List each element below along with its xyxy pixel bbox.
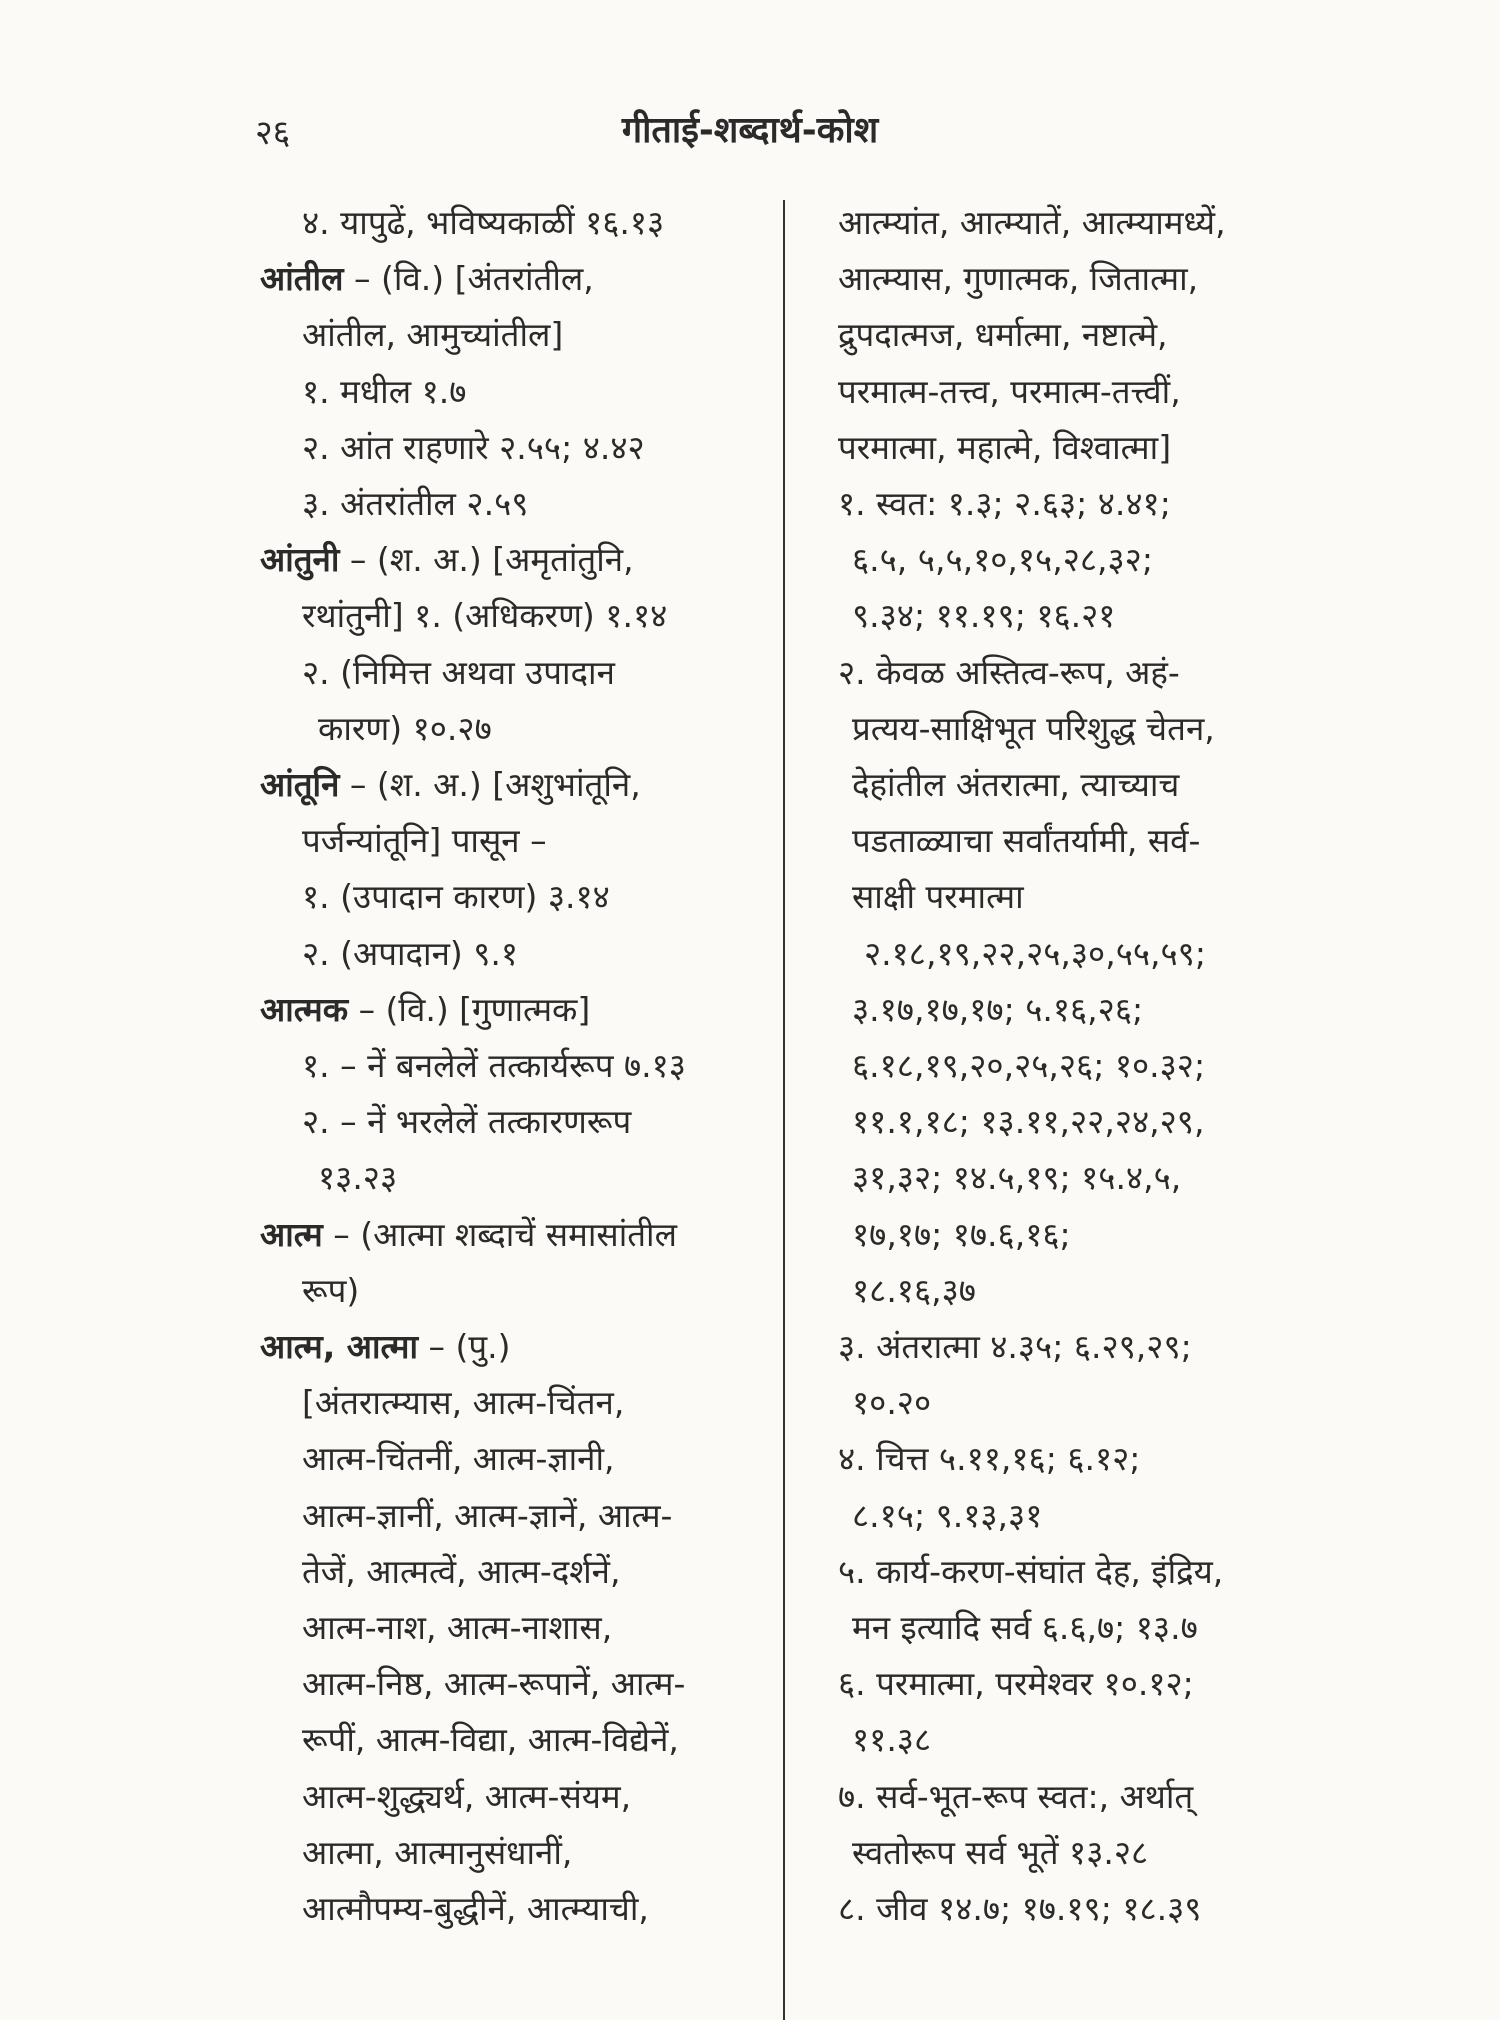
line-text: [अंतरात्म्यास, आत्म-चिंतन, [302, 1383, 625, 1423]
line-text: द्रुपदात्मज, धर्मात्मा, नष्टात्मे, [838, 315, 1168, 355]
line-text: आत्म-निष्ठ, आत्म-रूपानें, आत्म- [302, 1664, 686, 1704]
line-text: ७. सर्व-भूत-रूप स्वत:, अर्थात् [838, 1776, 1194, 1816]
text-line [838, 813, 1298, 869]
headword: आत्म [260, 1214, 323, 1254]
line-text: आत्मौपम्य-बुद्धीनें, आत्म्याची, [302, 1889, 649, 1929]
text-line [838, 1656, 1298, 1712]
text-line [838, 1712, 1298, 1768]
line-text: – (श. अ.) [अशुभांतूनि, [339, 765, 641, 805]
line-text: ८.१५; ९.१३,३१ [852, 1495, 1043, 1535]
entry-line [260, 251, 770, 307]
text-line [260, 645, 770, 701]
right-column [838, 195, 1298, 1937]
text-line [260, 476, 770, 532]
text-line [260, 1712, 770, 1768]
line-text: साक्षी परमात्मा [852, 877, 1024, 917]
line-text: कारण) १०.२७ [318, 708, 492, 748]
line-text: आंतील, आमुच्यांतील] [302, 315, 564, 355]
text-line [838, 251, 1298, 307]
line-text: पर्जन्यांतूनि] पासून – [302, 821, 547, 861]
line-text: २.१८,१९,२२,२५,३०,५५,५९; [864, 933, 1206, 973]
text-line [838, 1263, 1298, 1319]
text-line [838, 476, 1298, 532]
line-text: ३१,३२; १४.५,१९; १५.४,५, [852, 1158, 1182, 1198]
line-text: आत्मा, आत्मानुसंधानीं, [302, 1832, 573, 1872]
line-text: १३.२३ [318, 1158, 398, 1198]
line-text: २. आंत राहणारे २.५५; ४.४२ [302, 427, 645, 467]
line-text: १०.२० [852, 1383, 932, 1423]
text-line [260, 926, 770, 982]
line-text: २. केवळ अस्तित्व-रूप, अहं- [838, 652, 1180, 692]
text-line [838, 195, 1298, 251]
line-text: – (वि.) [अंतरांतील, [343, 259, 594, 299]
text-line [838, 926, 1298, 982]
line-text: १. (उपादान कारण) ३.१४ [302, 877, 610, 917]
text-line [260, 813, 770, 869]
line-text: आत्म-शुद्ध्यर्थ, आत्म-संयम, [302, 1776, 632, 1816]
text-line [260, 1769, 770, 1825]
line-text: देहांतील अंतरात्मा, त्याच्याच [852, 765, 1180, 805]
text-line [838, 1600, 1298, 1656]
line-text: स्वतोरूप सर्व भूतें १३.२८ [852, 1832, 1149, 1872]
text-line [838, 307, 1298, 363]
column-divider [783, 200, 785, 2020]
text-line [260, 1825, 770, 1881]
line-text: आत्म्यास, गुणात्मक, जितात्मा, [838, 259, 1199, 299]
line-text: रूप) [302, 1270, 360, 1310]
text-line [260, 1094, 770, 1150]
headword: आंतूनि [260, 765, 340, 805]
line-text: १. स्वत: १.३; २.६३; ४.४१; [838, 484, 1171, 524]
line-text: आत्म-चिंतनीं, आत्म-ज्ञानी, [302, 1439, 615, 1479]
line-text: ४. यापुढें, भविष्यकाळीं १६.१३ [302, 203, 665, 242]
line-text: ११.३८ [852, 1720, 932, 1760]
line-text: २. (निमित्त अथवा उपादान [302, 652, 615, 692]
text-line [260, 701, 770, 757]
text-line [260, 1375, 770, 1431]
left-column [260, 195, 770, 1937]
line-text: प्रत्यय-साक्षिभूत परिशुद्ध चेतन, [852, 708, 1215, 748]
text-line [838, 1769, 1298, 1825]
line-text: ३.१७,१७,१७; ५.१६,२६; [852, 989, 1144, 1029]
line-text: ४. चित्त ५.११,१६; ६.१२; [838, 1439, 1141, 1479]
line-text: – (पु.) [418, 1327, 511, 1367]
page-header [0, 100, 1500, 160]
entry-line [260, 1319, 770, 1375]
text-line [260, 1600, 770, 1656]
text-line [838, 1431, 1298, 1487]
page-title: गीताई-शब्दार्थ-कोश [621, 110, 879, 151]
line-text: – (वि.) [गुणात्मक] [348, 989, 591, 1029]
entry-line [260, 532, 770, 588]
line-text: २. – नें भरलेलें तत्कारणरूप [302, 1102, 632, 1142]
entry-line [260, 1207, 770, 1263]
text-line [260, 1431, 770, 1487]
line-text: ११.१,१८; १३.११,२२,२४,२९, [852, 1102, 1205, 1142]
line-text: ५. कार्य-करण-संघांत देह, इंद्रिय, [838, 1551, 1224, 1591]
line-text: आत्म्यांत, आत्म्यातें, आत्म्यामध्यें, [838, 203, 1226, 242]
text-line [838, 982, 1298, 1038]
text-line [838, 701, 1298, 757]
text-line [260, 1656, 770, 1712]
line-text: ६. परमात्मा, परमेश्वर १०.१२; [838, 1664, 1194, 1704]
line-text: १७,१७; १७.६,१६; [852, 1214, 1071, 1254]
text-line [260, 195, 770, 251]
line-text: १. मधील १.७ [302, 371, 467, 411]
text-line [838, 757, 1298, 813]
line-text: ६.५, ५,५,१०,१५,२८,३२; [852, 540, 1153, 580]
line-text: ९.३४; ११.१९; १६.२१ [852, 596, 1116, 636]
line-text: – (श. अ.) [अमृतांतुनि, [339, 540, 634, 580]
text-line [838, 420, 1298, 476]
text-line [838, 645, 1298, 701]
line-text: २. (अपादान) ९.१ [302, 933, 519, 973]
headword: आत्मक [260, 989, 349, 1029]
text-line [838, 1150, 1298, 1206]
text-line [838, 1825, 1298, 1881]
line-text: परमात्म-तत्त्व, परमात्म-तत्त्वीं, [838, 371, 1181, 411]
entry-line [260, 982, 770, 1038]
text-line [260, 1038, 770, 1094]
line-text: ८. जीव १४.७; १७.१९; १८.३९ [838, 1889, 1202, 1929]
text-line [260, 1263, 770, 1319]
headword: आत्म, आत्मा [260, 1327, 419, 1367]
text-line [260, 1881, 770, 1937]
text-line [838, 1319, 1298, 1375]
entry-line [260, 757, 770, 813]
line-text: ६.१८,१९,२०,२५,२६; १०.३२; [852, 1046, 1206, 1086]
line-text: आत्म-ज्ञानीं, आत्म-ज्ञानें, आत्म- [302, 1495, 673, 1535]
text-line [838, 532, 1298, 588]
line-text: रूपीं, आत्म-विद्या, आत्म-विद्येनें, [302, 1720, 679, 1760]
text-line [260, 307, 770, 363]
text-line [838, 1038, 1298, 1094]
text-line [260, 588, 770, 644]
text-line [260, 420, 770, 476]
line-text: १. – नें बनलेलें तत्कार्यरूप ७.१३ [302, 1046, 686, 1086]
line-text: परमात्मा, महात्मे, विश्वात्मा] [838, 427, 1172, 467]
line-text: रथांतुनी] १. (अधिकरण) १.१४ [302, 596, 668, 636]
text-line [838, 1094, 1298, 1150]
text-line [838, 1881, 1298, 1937]
line-text: आत्म-नाश, आत्म-नाशास, [302, 1608, 613, 1648]
line-text: तेजें, आत्मत्वें, आत्म-दर्शनें, [302, 1551, 621, 1591]
line-text: पडताळ्याचा सर्वांतर्यामी, सर्व- [852, 821, 1201, 861]
line-text: मन इत्यादि सर्व ६.६,७; १३.७ [852, 1608, 1198, 1648]
text-line [260, 1150, 770, 1206]
line-text: – (आत्मा शब्दाचें समासांतील [322, 1214, 677, 1254]
line-text: ३. अंतरांतील २.५९ [302, 484, 529, 524]
line-text: १८.१६,३७ [852, 1270, 976, 1310]
headword: आंतुनी [260, 540, 340, 580]
text-line [838, 364, 1298, 420]
line-text: ३. अंतरात्मा ४.३५; ६.२९,२९; [838, 1327, 1192, 1367]
page-number: २६ [255, 113, 291, 153]
headword: आंतील [260, 259, 344, 299]
text-line [838, 588, 1298, 644]
text-line [260, 364, 770, 420]
text-line [838, 1544, 1298, 1600]
text-line [260, 1544, 770, 1600]
text-line [838, 1207, 1298, 1263]
text-line [838, 1375, 1298, 1431]
text-line [260, 869, 770, 925]
text-line [838, 869, 1298, 925]
text-line [260, 1488, 770, 1544]
text-line [838, 1488, 1298, 1544]
